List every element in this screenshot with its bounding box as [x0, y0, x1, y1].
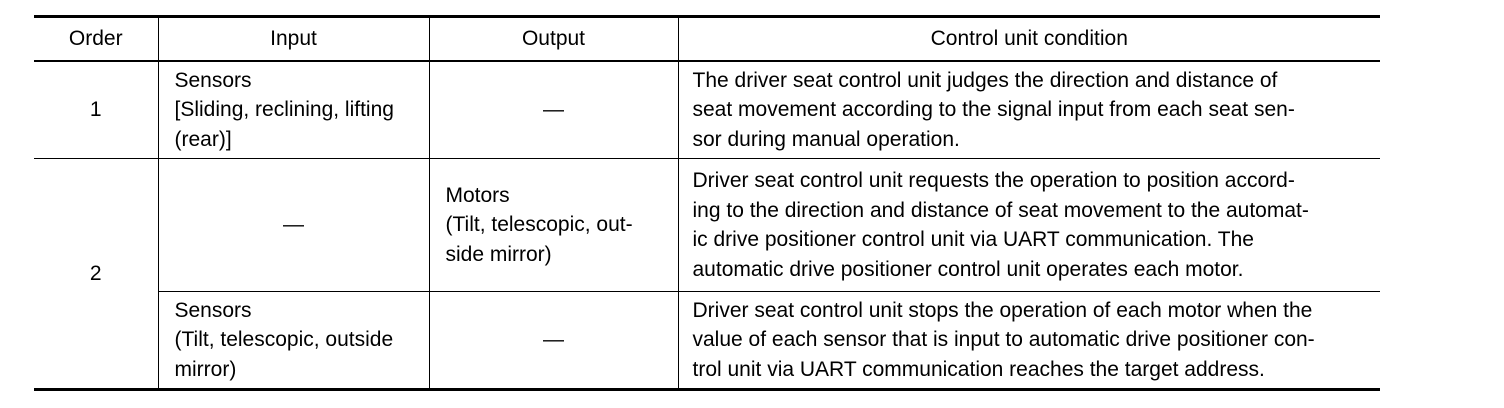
input-line: (rear)] [174, 127, 232, 151]
condition-line: sor during manual operation. [692, 127, 960, 151]
table-row [34, 159, 1380, 292]
header-row [34, 17, 1380, 62]
input-line: (Tilt, telescopic, outside [174, 328, 394, 352]
condition-cell [678, 159, 1380, 292]
input-line: [Sliding, reclining, lifting [174, 98, 394, 122]
input-line: mirror) [174, 357, 237, 381]
header-condition: Control unit condition [678, 17, 1380, 62]
input-cell: — [158, 159, 429, 292]
header-order: Order [34, 17, 158, 62]
input-line: Sensors [174, 68, 252, 92]
condition-line: automatic drive positioner control unit operates each motor. [692, 257, 1244, 281]
condition-line: ing to the direction and distance of seat movement to the automat- [692, 198, 1309, 222]
output-line: Motors [445, 183, 510, 207]
condition-line: Driver seat control unit stops the operation of each motor when the [692, 298, 1313, 322]
header-input: Input [158, 17, 429, 62]
condition-line: trol unit via UART communication reaches the target address. [692, 357, 1265, 381]
output-line: side mirror) [445, 242, 552, 266]
condition-line: seat movement according to the signal input from each seat sen- [692, 98, 1295, 122]
condition-line: The driver seat control unit judges the direction and distance of [692, 68, 1278, 92]
output-cell: — [429, 292, 678, 390]
table-row [34, 61, 1380, 159]
condition-line: ic drive positioner control unit via UART communication. The [692, 228, 1254, 251]
output-line: (Tilt, telescopic, out- [445, 213, 633, 237]
condition-line: value of each sensor that is input to automatic drive positioner con- [692, 328, 1315, 352]
input-cell [158, 292, 429, 390]
input-line: Sensors [174, 298, 252, 322]
order-cell: 1 [34, 61, 158, 159]
condition-cell [678, 61, 1380, 159]
table-row [34, 292, 1380, 390]
condition-cell [678, 292, 1380, 390]
operation-table [34, 15, 1380, 391]
order-cell: 2 [34, 159, 158, 390]
header-output: Output [429, 17, 678, 62]
input-cell [158, 61, 429, 159]
condition-line: Driver seat control unit requests the operation to position accord- [692, 169, 1295, 192]
output-cell [429, 159, 678, 292]
output-cell: — [429, 61, 678, 159]
